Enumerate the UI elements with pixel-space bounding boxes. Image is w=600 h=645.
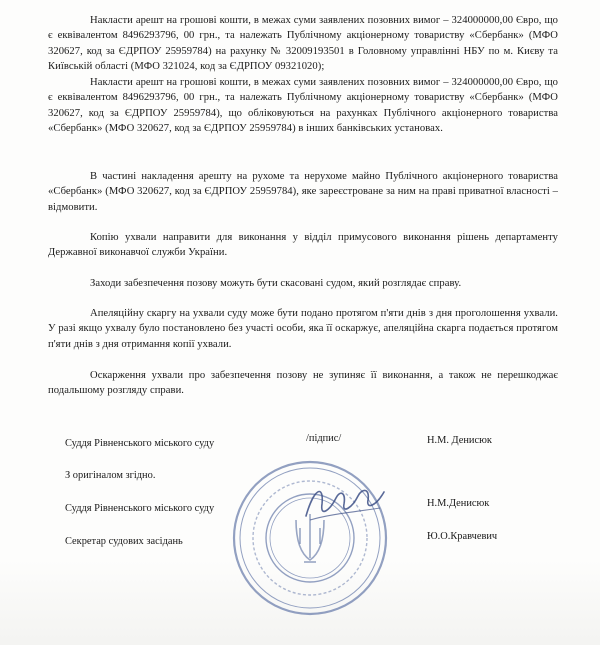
judge-title: Суддя Рівненського міського суду xyxy=(65,438,215,449)
signature-note: /підпис/ xyxy=(306,433,342,444)
secretary-title: Секретар судових засідань xyxy=(65,536,183,547)
secretary-name: Ю.О.Кравчевич xyxy=(427,531,498,542)
judge-title-certified: Суддя Рівненського міського суду xyxy=(65,503,215,514)
paragraph-arrest-other-banks: Накласти арешт на грошові кошти, в межах суми заявлених позовних вимог – 324000000,00 Євро, що є еквівалентом 8496293796, 00 грн., та належать Публічному акціонерному товариству «Сбербанк» (МФО 320627, код за ЄДРПОУ 25959784), що обліковуються на рахунках Публічного акціонерного товариства «Сбербанк» (МФО 320627, код за ЄДРПОУ 25959784) в інших банківських установах. xyxy=(48,77,558,135)
paragraph-appeal-no-suspend: Оскарження ухвали про забезпечення позову не зупиняє її виконання, а також не перешкоджає подальшому розгляду справи. xyxy=(48,370,558,397)
paragraph-appeal: Апеляційну скаргу на ухвали суду може бути подано протягом п'яти днів з дня проголошення ухвали. У разі якщо ухвалу було постановлено без участі особи, яка її оскаржує, апеляційна скарга подається протягом п'яти днів з дня отримання копії ухвали. xyxy=(48,308,558,350)
handwritten-signature xyxy=(300,478,390,528)
judge-name: Н.М. Денисюк xyxy=(427,435,492,446)
paragraph-cancel-measures: Заходи забезпечення позову можуть бути скасовані судом, який розглядає справу. xyxy=(90,278,462,289)
paragraph-send-copy: Копію ухвали направити для виконання у відділ примусового виконання рішень департаменту Державної виконавчої служби України. xyxy=(48,232,558,259)
paragraph-refuse-property-arrest: В частині накладення арешту на рухоме та нерухоме майно Публічного акціонерного товариства «Сбербанк» (МФО 320627, код за ЄДРПОУ 25959784), яке зареєстроване за ним на праві приватної власності – відмовити. xyxy=(48,171,558,213)
paragraph-arrest-account: Накласти арешт на грошові кошти, в межах суми заявлених позовних вимог – 324000000,00 Євро, що є еквівалентом 8496293796, 00 грн., та належать Публічному акціонерному товариству «Сбербанк» (МФО 320627, код за ЄДРПОУ 25959784) на рахунку № 32009193501 в Головному управлінні НБУ по м. Києву та Київській області (МФО 321024, код за ЄДРПОУ 09321020); xyxy=(48,15,558,73)
judge-name-certified: Н.М.Денисюк xyxy=(427,498,490,509)
copy-certification-note: З оригіналом згідно. xyxy=(65,470,156,481)
